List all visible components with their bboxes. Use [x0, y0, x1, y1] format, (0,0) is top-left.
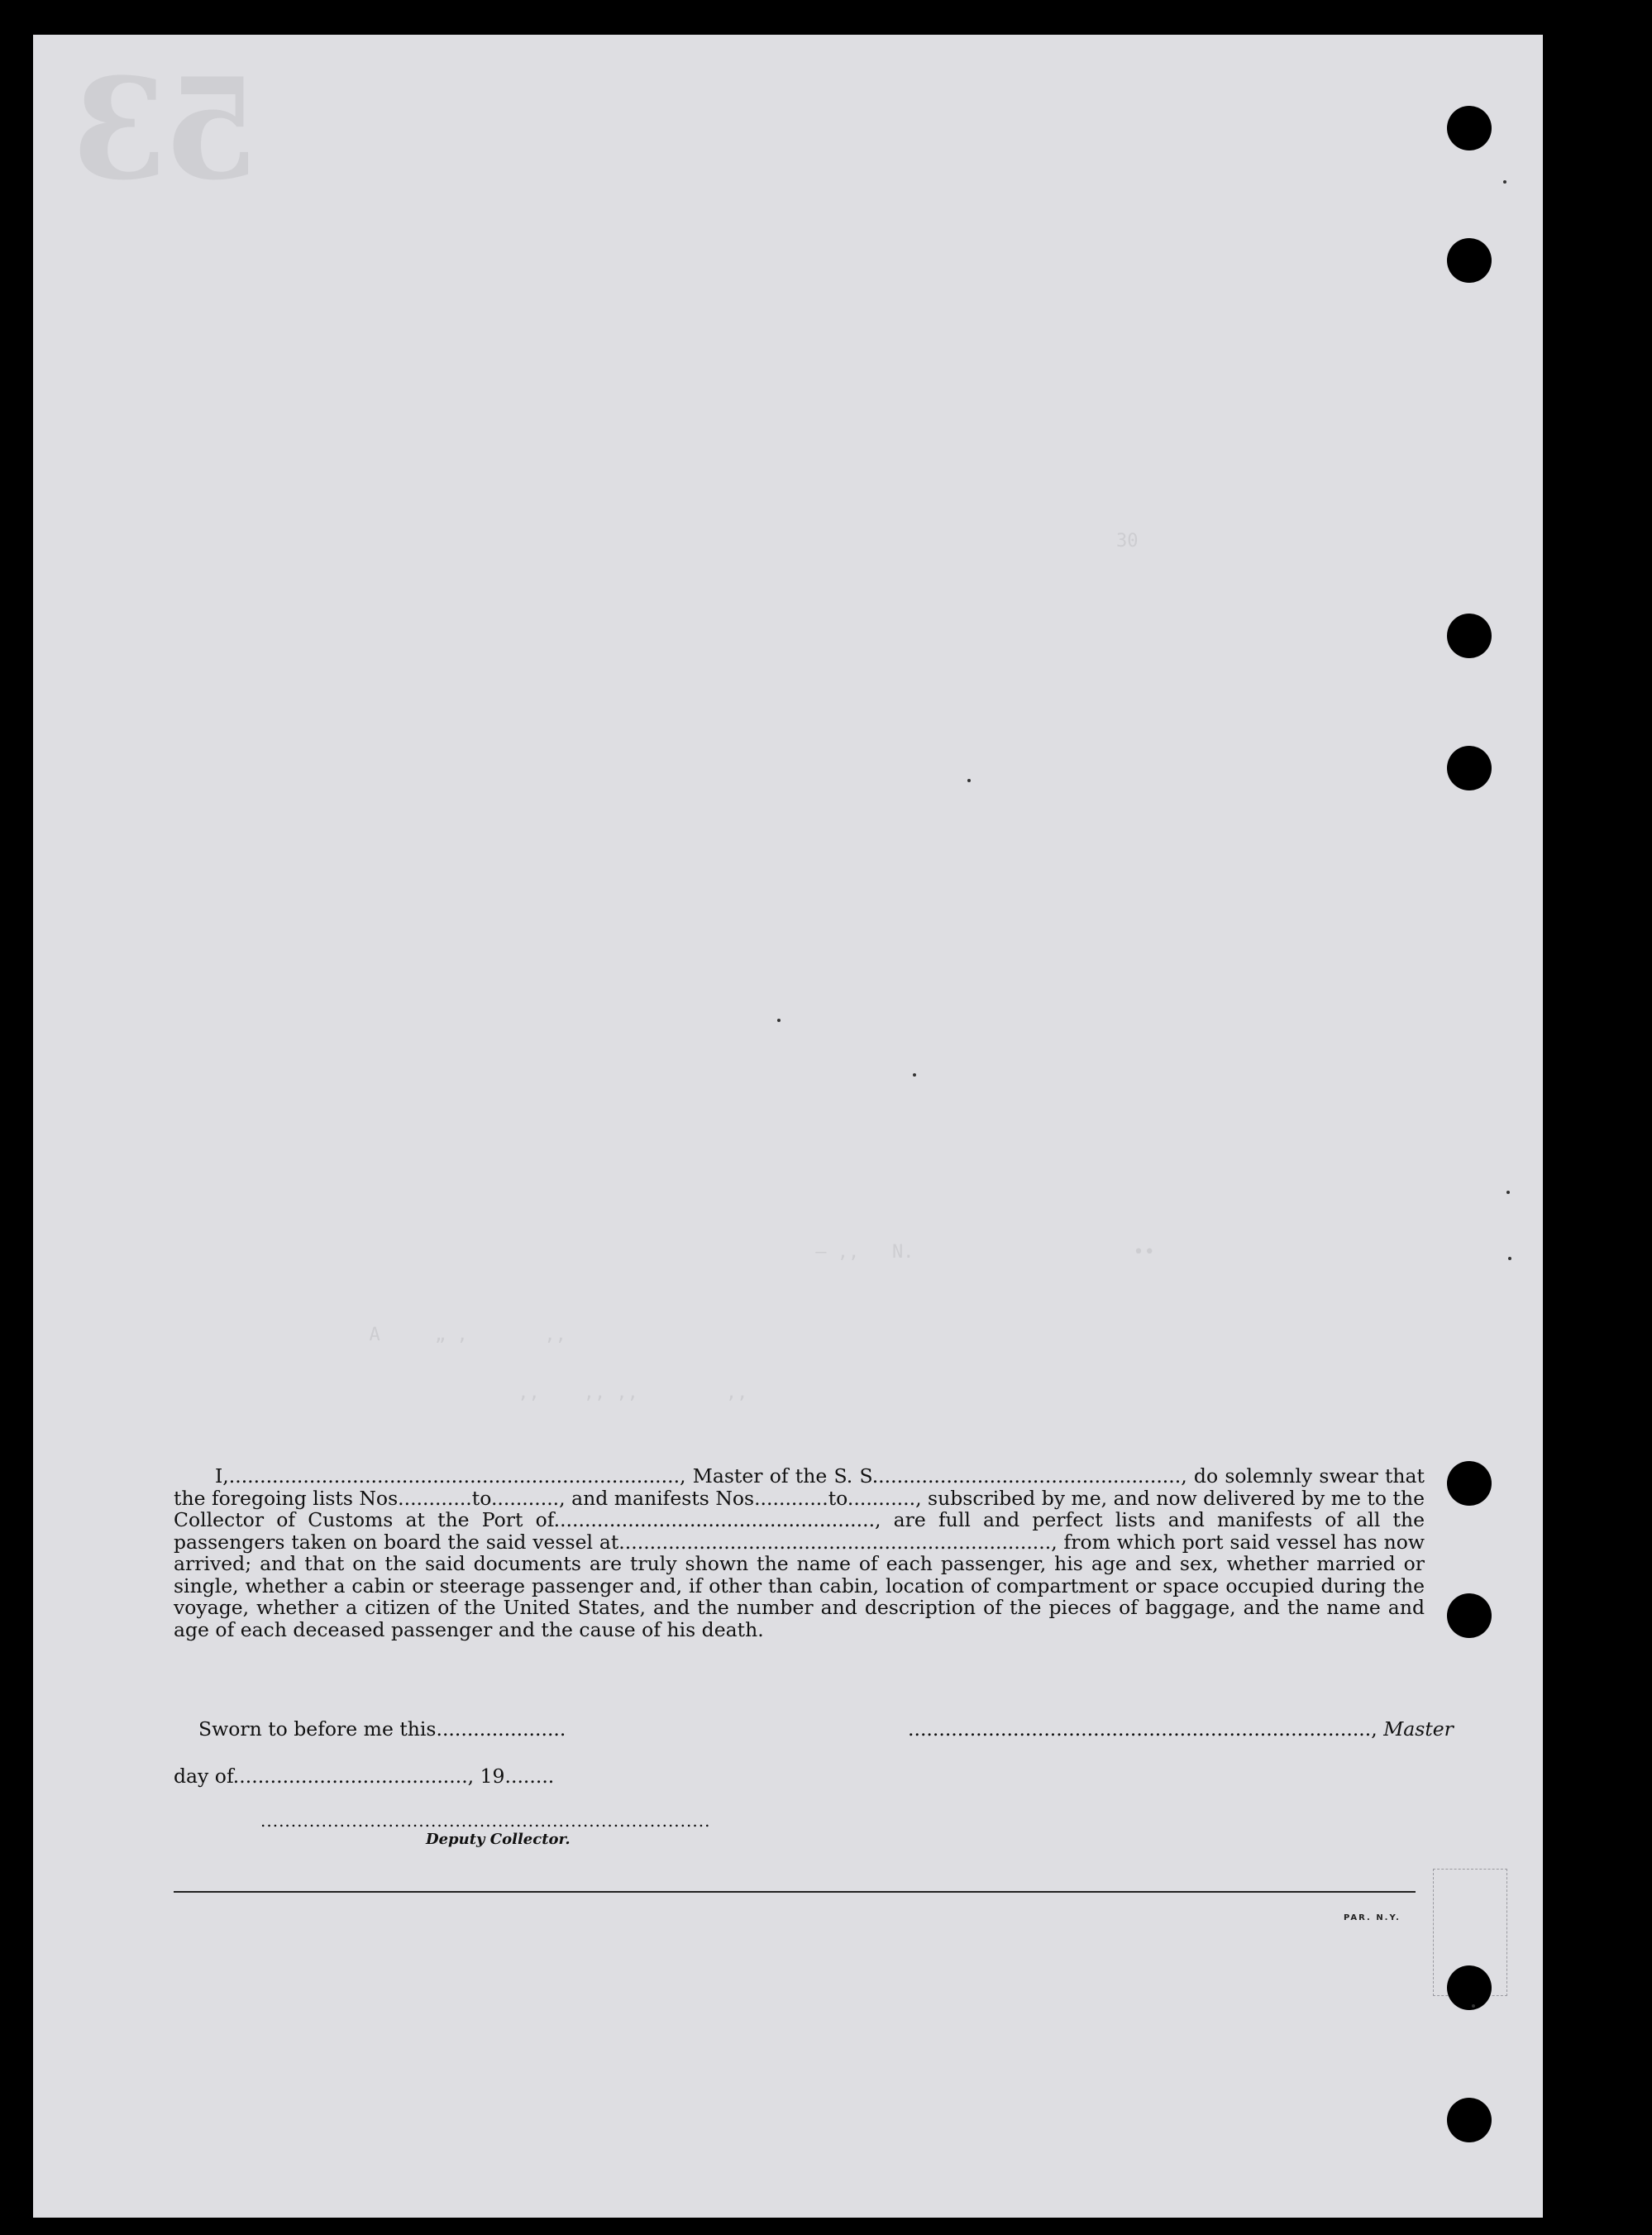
- bleed-through-page-number: 53: [76, 47, 260, 211]
- sworn-before-line: Sworn to before me this.....................: [198, 1717, 566, 1741]
- manifest-page: [33, 35, 1566, 2218]
- punch-hole: [1447, 106, 1492, 150]
- punch-hole: [1447, 614, 1492, 658]
- punch-hole: [1447, 746, 1492, 790]
- oath-text: I,........................................................................., Master of the S. S.................................................., do solemnly swear that the foregoing lists Nos............to..........., and manifests Nos............to..........., subscribed by me, and now delivered by me to the Collector of Customs at the Port of...................................................., are full and perfect lists and manifests of all the passengers taken on board the said vessel at......................................................................, from which port said vessel has now arrived; and that on the said documents are truly shown the name of each passenger, his age and sex, whether married or single, whether a cabin or steerage passenger and, if other than cabin, location of compartment or space occupied during the voyage, whether a citizen of the United States, and the number and description of the pieces of baggage, and the name and age of each deceased passenger and the cause of his death.: [174, 1464, 1425, 1641]
- ink-speck: [913, 1073, 916, 1077]
- ink-speck: [1503, 180, 1506, 184]
- punch-hole: [1447, 1965, 1492, 2010]
- day-of-line: day of......................................, 19........: [174, 1765, 555, 1788]
- deputy-collector-label: Deputy Collector.: [426, 1831, 571, 1848]
- punch-hole: [1447, 238, 1492, 283]
- punch-hole: [1447, 1461, 1492, 1506]
- printer-mark: PAR. N.Y.: [1344, 1913, 1401, 1922]
- ink-speck: [1506, 1191, 1510, 1194]
- footer-rule: [174, 1891, 1416, 1893]
- ink-speck: [967, 779, 971, 782]
- punch-hole: [1447, 1593, 1492, 1638]
- punch-hole: [1447, 2098, 1492, 2142]
- bleed-through-text: ,, ,, ,, ,,: [463, 1383, 913, 1403]
- bleed-through-text: 30: [1116, 531, 1566, 552]
- master-signature-line: [908, 1717, 1454, 1741]
- master-dots: ...........................................................................,: [908, 1717, 1384, 1741]
- bleed-through-text: A „ , ,,: [347, 1325, 797, 1345]
- ink-speck: [777, 1019, 781, 1022]
- ink-speck: [1472, 2004, 1475, 2008]
- master-label: Master: [1383, 1717, 1454, 1741]
- deputy-signature-dots: ..........................................................................: [260, 1811, 711, 1831]
- ink-speck: [1508, 1257, 1511, 1260]
- oath-paragraph: [174, 1465, 1425, 1640]
- bleed-through-text: — ,, N. ••: [761, 1242, 1210, 1263]
